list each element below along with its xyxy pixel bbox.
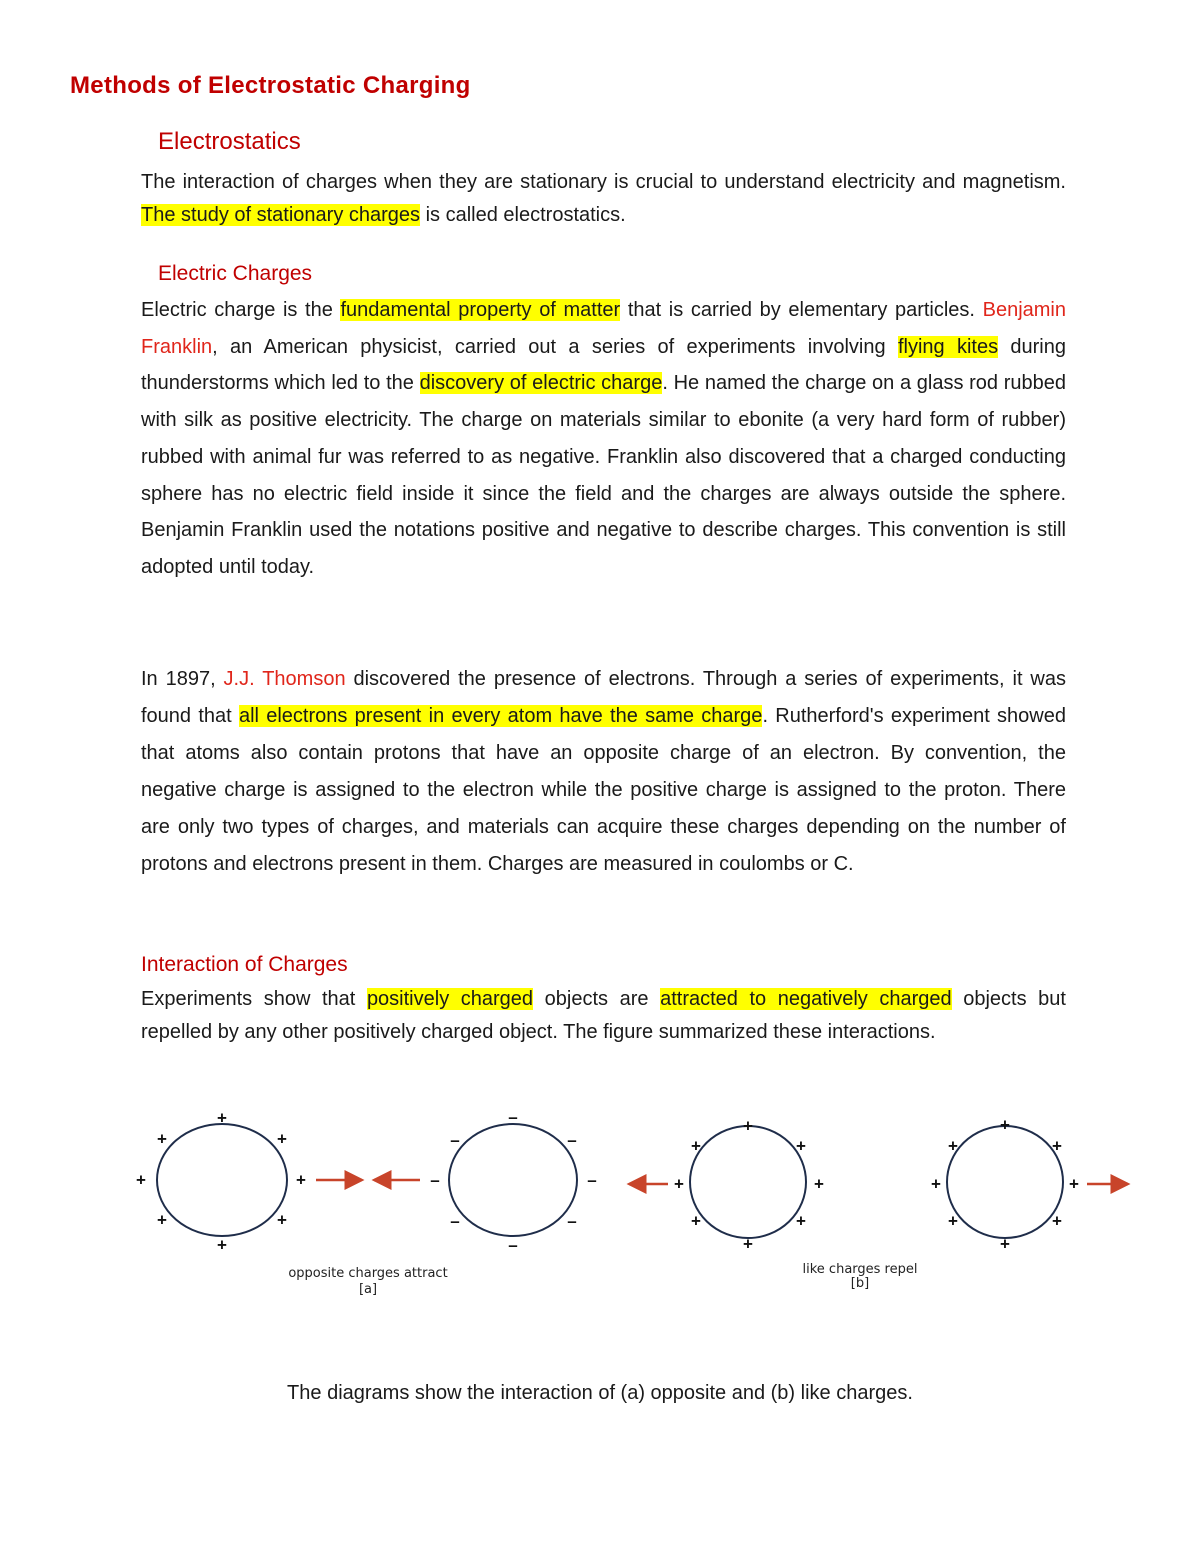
text-run: Electric charge is the [141,299,341,321]
plus-sign: + [1052,1136,1062,1156]
highlighted-text: positively charged [366,988,534,1010]
paragraph-electrostatics [141,166,1066,232]
plus-sign: + [948,1136,958,1156]
minus-sign: – [508,1235,518,1255]
text-run: , an American physicist, carried out a series of experiments involving [212,335,898,358]
minus-sign: – [430,1170,440,1190]
text-run: The interaction of charges when they are stationary is crucial to understand electricity and magnetism. [141,171,1066,193]
positive-charge-circle [947,1126,1063,1238]
plus-sign: + [1000,1115,1010,1135]
plus-sign: + [1069,1174,1079,1194]
person-name: Benjamin Franklin [141,299,1066,358]
text-run: In 1897, [141,668,224,690]
text-run: during thunderstorms which led to the [141,335,1066,395]
paragraph-interaction [141,983,1066,1048]
positive-charge-circle [157,1124,287,1236]
plus-sign: + [931,1174,941,1194]
plus-sign: + [217,1235,227,1255]
paragraph-electric-charges [141,292,1066,586]
text-run: Experiments show that [141,988,367,1010]
highlighted-text: all electrons present in every atom have the same charge [238,705,763,727]
minus-sign: – [567,1130,577,1150]
plus-sign: + [948,1211,958,1231]
label-opposite-attract: opposite charges attract [288,1266,448,1281]
charge-interaction-diagram [120,1098,1150,1308]
plus-sign: + [157,1210,167,1230]
highlighted-text: attracted to negatively charged [660,988,952,1010]
plus-sign: + [1000,1234,1010,1254]
plus-sign: + [691,1211,701,1231]
plus-sign: + [157,1129,167,1149]
plus-sign: + [277,1210,287,1230]
plus-sign: + [674,1174,684,1194]
minus-sign: – [450,1130,460,1150]
negative-charge-circle [449,1124,577,1236]
text-run: . He named the charge on a glass rod rubbed with silk as positive electricity. The charge on materials similar to ebonite (a very hard form of rubber) rubbed with animal fur was referred to as negative. Franklin also discovered that a charged conducting sphere has no electric field inside it since the field and the charges are always outside the sphere. Benjamin Franklin used the notations positive and negative to describe charges. This convention is still adopted until today. [141,372,1067,578]
plus-sign: + [136,1170,146,1190]
minus-sign: – [450,1211,460,1231]
highlighted-text: fundamental property of matter [340,299,621,321]
heading-interaction-of-charges: Interaction of Charges [141,953,348,976]
plus-sign: + [814,1174,824,1194]
positive-charge-circle [690,1126,806,1238]
highlighted-text: The study of stationary charges [141,204,421,226]
plus-sign: + [743,1116,753,1136]
label-like-repel: like charges repel [802,1262,918,1277]
highlighted-text: flying kites [897,335,999,358]
text-run: is called electrostatics. [420,204,626,226]
label-tag-b: [b] [850,1276,870,1291]
page-title: Methods of Electrostatic Charging [70,72,471,99]
text-run: . Rutherford's experiment showed that atoms also contain protons that have an opposite charge of an electron. By convention, the negative charge is assigned to the electron while the positive charge is assigned to the proton. There are only two types of charges, and materials can acquire these charges depending on the number of protons and electrons present in them. Charges are measured in coulombs or C. [141,705,1066,875]
minus-sign: – [508,1107,518,1127]
paragraph-thomson [141,661,1066,883]
label-tag-a: [a] [358,1282,378,1297]
text-run: that is carried by elementary particles. [620,299,983,321]
text-run: discovered the presence of electrons. Through a series of experiments, it was found that [141,668,1066,727]
minus-sign: – [567,1211,577,1231]
heading-electric-charges: Electric Charges [158,262,313,285]
plus-sign: + [296,1170,306,1190]
person-name: J.J. Thomson [223,668,346,690]
plus-sign: + [277,1129,287,1149]
highlighted-text: discovery of electric charge [419,372,663,395]
text-run: objects are [533,988,661,1010]
text-run: objects but repelled by any other positively charged object. The figure summarized these interactions. [141,988,1066,1043]
plus-sign: + [743,1234,753,1254]
plus-sign: + [691,1136,701,1156]
plus-sign: + [796,1136,806,1156]
plus-sign: + [1052,1211,1062,1231]
minus-sign: – [587,1170,597,1190]
heading-electrostatics: Electrostatics [158,128,301,155]
plus-sign: + [217,1108,227,1128]
figure-caption: The diagrams show the interaction of (a) opposite and (b) like charges. [287,1382,913,1404]
plus-sign: + [796,1211,806,1231]
